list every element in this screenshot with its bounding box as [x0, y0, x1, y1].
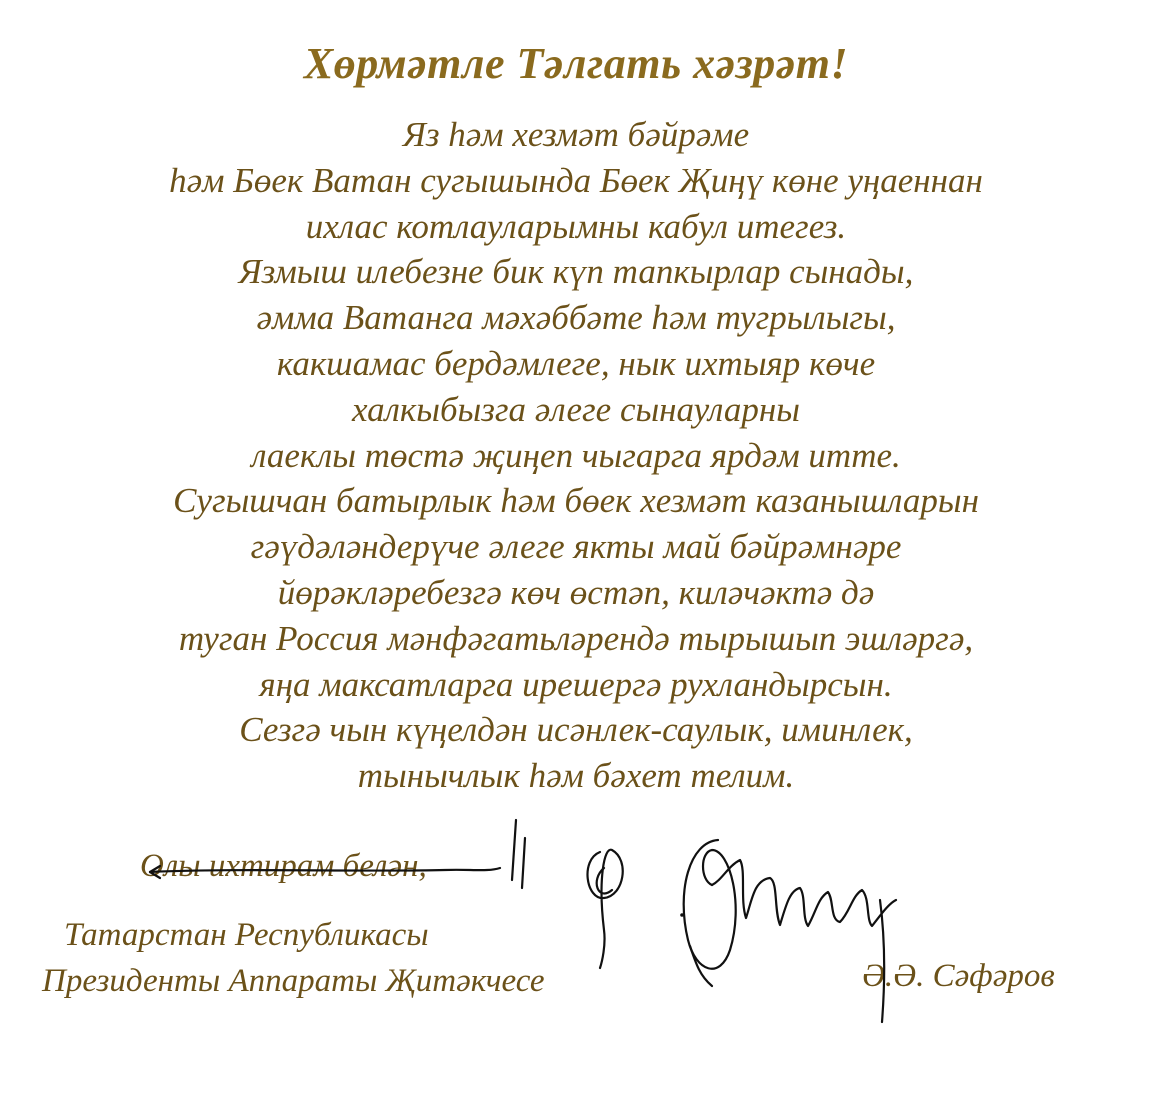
signer-name: Ә.Ә. Сәфәров [862, 958, 1055, 994]
body-line: какшамас бердәмлеге, нык ихтыяр көче [276, 343, 876, 383]
body-line: Язмыш илебезне бик күп тапкырлар сынады, [238, 252, 914, 292]
body-line: тынычлык һәм бәхет телим. [357, 756, 795, 796]
body-line: гәүдәләндерүче әлеге якты май бәйрәмнәре [250, 527, 902, 567]
closing-phrase: Олы ихтирам белән, [140, 848, 427, 884]
body-line: яңа максатларга ирешергә рухландырсын. [259, 664, 893, 704]
body-line: Сезгә чын күңелдән исәнлек-саулык, иминлек, [239, 710, 913, 750]
body-line: халкыбызга әлеге сынауларны [352, 389, 800, 429]
signer-position-line1: Татарстан Республикасы [64, 917, 429, 953]
letter-body [0, 112, 1152, 799]
body-line: Сугышчан батырлык һәм бөек хезмәт казанышларын [173, 481, 979, 521]
letter-greeting: Хөрмәтле Тәлгать хәзрәт! [303, 39, 849, 88]
body-line: йөрәкләребезгә көч өстәп, киләчәктә дә [277, 572, 875, 612]
body-line: һәм Бөек Ватан сугышында Бөек Җиңү көне уңаеннан [169, 160, 983, 200]
signer-position-line2: Президенты Аппараты Җитәкчесе [42, 963, 545, 999]
body-line: әмма Ватанга мәхәббәте һәм тугрылыгы, [256, 298, 896, 338]
body-line: Яз һәм хезмәт бәйрәме [402, 115, 750, 154]
body-line: ихлас котлауларымны кабул итегез. [305, 206, 847, 246]
body-line: лаеклы төстә җиңеп чыгарга ярдәм итте. [251, 435, 901, 475]
body-line: туган Россия мәнфәгатьләрендә тырышып эшләргә, [178, 618, 974, 658]
signer-position [42, 912, 545, 1004]
